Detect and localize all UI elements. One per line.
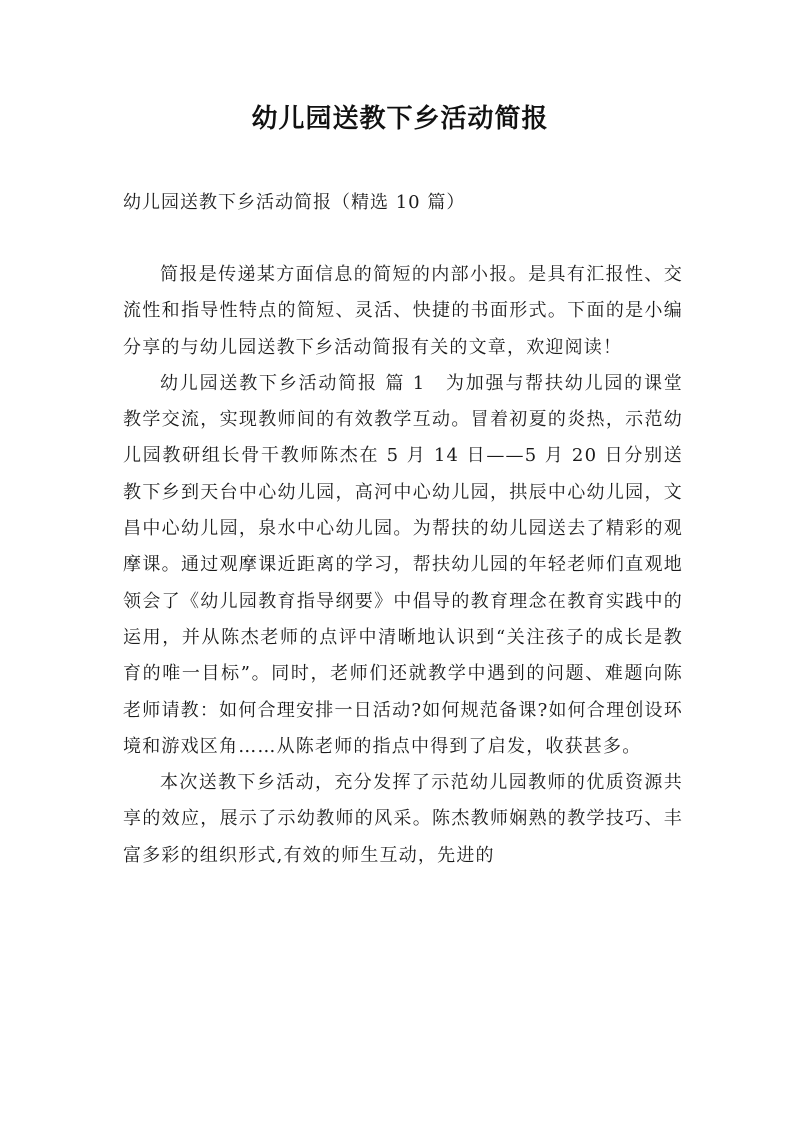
document-body bbox=[123, 257, 683, 874]
section-1-paragraph-2: 本次送教下乡活动，充分发挥了示范幼儿园教师的优质资源共享的效应，展示了示幼教师的风采。陈杰教师娴熟的教学技巧、丰富多彩的组织形式,有效的师生互动，先进的 bbox=[123, 772, 683, 866]
document-subtitle: 幼儿园送教下乡活动简报（精选 10 篇） bbox=[123, 192, 466, 213]
intro-paragraph: 简报是传递某方面信息的简短的内部小报。是具有汇报性、交流性和指导性特点的简短、灵活、快捷的书面形式。下面的是小编分享的与幼儿园送教下乡活动简报有关的文章，欢迎阅读！ bbox=[123, 264, 683, 358]
page-title: 幼儿园送教下乡活动简报 bbox=[251, 104, 549, 134]
section-1-heading: 幼儿园送教下乡活动简报 篇 1 bbox=[160, 372, 426, 394]
section-1-paragraph bbox=[123, 366, 683, 765]
section-1-intro-text: 为加强与帮扶幼儿园的课堂教学交流，实现教师间的有效教学互动。冒着初夏的炎热，示范幼儿园教研组长骨干教师陈杰在 5 月 14 日——5 月 20 日分别送教下乡到天台中心幼儿园，高河中心幼儿园，拱辰中心幼儿园，文昌中心幼儿园，泉水中心幼儿园。为帮扶的幼儿园送去了精彩的观摩课。通过观摩课近距离的学习，帮扶幼儿园的年轻老师们直观地领会了《幼儿园教育指导纲要》中倡导的教育理念在教育实践中的运用，并从陈杰老师的点评中清晰地认识到“关注孩子的成长是教育的唯一目标”。同时，老师们还就教学中遇到的问题、难题向陈老师请教：如何合理安排一日活动?如何规范备课?如何合理创设环境和游戏区角……从陈老师的指点中得到了启发，收获甚多。 bbox=[123, 372, 683, 757]
